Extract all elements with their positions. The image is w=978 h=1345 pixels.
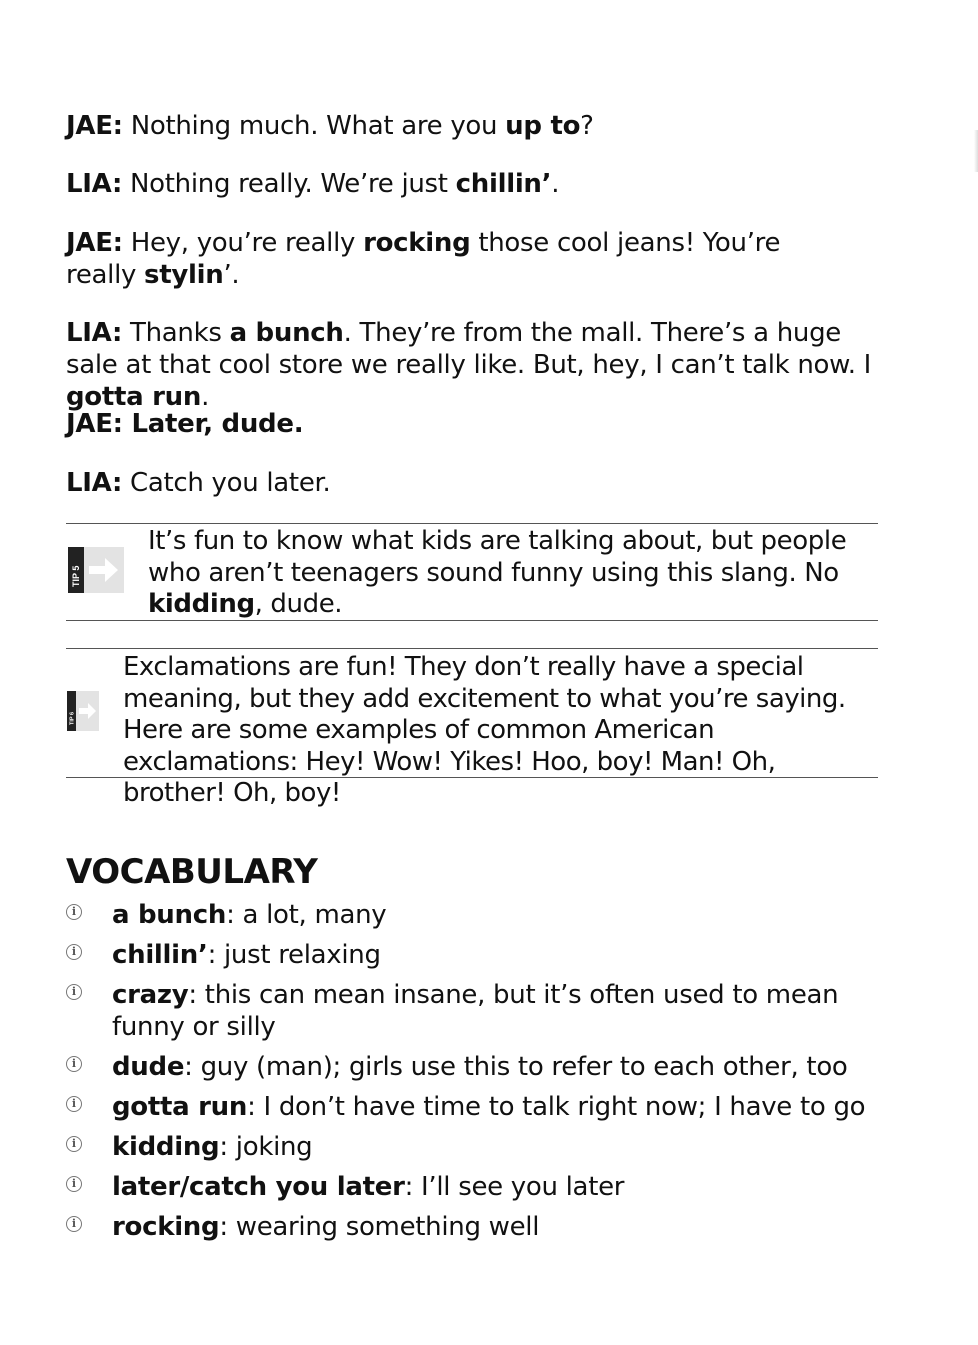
- vocab-term: chillin’: [112, 940, 208, 970]
- tip-text: It’s fun to know what kids are talking about, but people who aren’t teenagers sound funny using this slang. No kidding, dude.: [148, 526, 847, 619]
- dialogue-line: LIA: Catch you later.: [66, 468, 331, 498]
- dialogue-line: JAE: Nothing much. What are you up to?: [66, 111, 594, 141]
- vocab-entry: chillin’: just relaxing: [112, 940, 381, 970]
- info-icon: i: [66, 944, 82, 960]
- tip-arrow-icon: [68, 547, 124, 597]
- tip-box: [66, 523, 878, 621]
- vocab-term: a bunch: [112, 900, 227, 930]
- dialogue-line: JAE: Later, dude.: [66, 409, 304, 439]
- vocab-entry: dude: guy (man); girls use this to refer to each other, too: [112, 1052, 848, 1082]
- vocabulary-title: VOCABULARY: [66, 852, 318, 892]
- vocab-term: gotta run: [112, 1092, 248, 1122]
- tip-label: TIP 5: [71, 565, 81, 587]
- dialogue-line: LIA: Thanks a bunch. They’re from the mall. There’s a huge sale at that cool store we really like. But, hey, I can’t talk now. I gotta run.: [66, 318, 872, 412]
- info-icon: i: [66, 1136, 82, 1152]
- vocab-entry: gotta run: I don’t have time to talk right now; I have to go: [112, 1092, 866, 1122]
- dialogue-line: LIA: Nothing really. We’re just chillin’.: [66, 169, 560, 199]
- page-edge-shadow: [974, 130, 978, 172]
- vocab-entry: rocking: wearing something well: [112, 1212, 540, 1242]
- tip-box: [66, 648, 878, 808]
- speaker: JAE:: [66, 409, 123, 439]
- tip-arrow-icon: [67, 691, 99, 735]
- tip-text: Exclamations are fun! They don’t really have a special meaning, but they add excitement to what you’re saying. Here are some examples of common American exclamations: Hey! Wow! Yikes! Hoo, boy! Man! Oh, brother! Oh, boy!: [123, 652, 846, 808]
- vocab-term: crazy: [112, 980, 189, 1010]
- vocab-entry: later/catch you later: I’ll see you later: [112, 1172, 625, 1202]
- vocab-term: kidding: [112, 1132, 220, 1162]
- info-icon: i: [66, 1096, 82, 1112]
- vocab-entry: crazy: this can mean insane, but it’s often used to mean funny or silly: [112, 980, 839, 1042]
- speaker: LIA:: [66, 318, 123, 348]
- tip-label: TIP 6: [69, 711, 76, 725]
- dialogue-line: JAE: Hey, you’re really rocking those cool jeans! You’re really stylin’.: [66, 228, 781, 290]
- vocab-term: dude: [112, 1052, 185, 1082]
- info-icon: i: [66, 1176, 82, 1192]
- speaker: JAE:: [66, 228, 123, 258]
- info-icon: i: [66, 1216, 82, 1232]
- vocab-entry: kidding: joking: [112, 1132, 313, 1162]
- vocab-term: rocking: [112, 1212, 220, 1242]
- info-icon: i: [66, 984, 82, 1000]
- info-icon: i: [66, 1056, 82, 1072]
- speaker: LIA:: [66, 169, 123, 199]
- info-icon: i: [66, 904, 82, 920]
- vocab-term: later/catch you later: [112, 1172, 405, 1202]
- speaker: LIA:: [66, 468, 123, 498]
- vocab-entry: a bunch: a lot, many: [112, 900, 387, 930]
- speaker: JAE:: [66, 111, 123, 141]
